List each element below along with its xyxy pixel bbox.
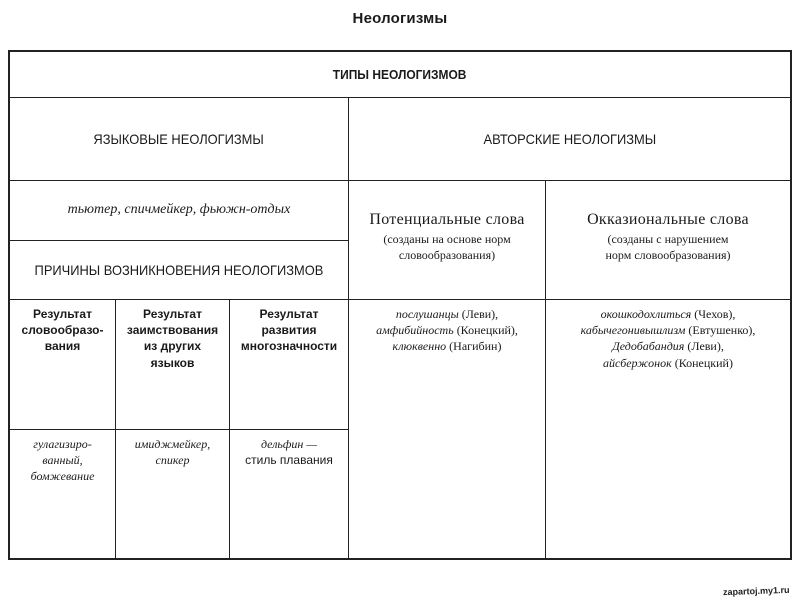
example-line: спикер — [155, 453, 190, 468]
example-line: стиль плавания — [245, 453, 333, 468]
example-line — [581, 322, 756, 338]
potential-examples — [349, 300, 545, 558]
header-line: словообразо- — [21, 323, 104, 338]
example-author: (Леви), — [687, 339, 724, 354]
language-neologisms-title: ЯЗЫКОВЫЕ НЕОЛОГИЗМЫ — [93, 130, 265, 147]
header-line: заимствования — [126, 323, 219, 338]
example-line: ванный, — [42, 453, 83, 468]
watermark: zapartoj.my1.ru — [723, 584, 791, 598]
header-line: развития — [261, 323, 317, 338]
header-line: языков — [150, 355, 195, 370]
occasional-examples — [546, 300, 790, 558]
header-line: многозначности — [240, 339, 338, 354]
author-neologisms-title: АВТОРСКИЕ НЕОЛОГИЗМЫ — [483, 130, 656, 147]
result-word-formation-header — [10, 300, 115, 429]
example-word: айсбержонок — [603, 355, 672, 370]
occasional-words-note-line: (созданы с нарушением — [607, 231, 729, 246]
example-line — [396, 306, 498, 322]
header-line: вания — [44, 339, 81, 354]
occasional-words-title: Окказиональные слова — [587, 211, 749, 228]
example-author: (Леви), — [461, 307, 499, 321]
header-line: Результат — [33, 307, 92, 321]
example-word: Дедобабандия — [612, 339, 685, 354]
header-line: Результат — [143, 307, 202, 321]
table-header-text: ТИПЫ НЕОЛОГИЗМОВ — [333, 66, 467, 82]
example-line: дельфин — — [260, 437, 318, 451]
causes-cell — [10, 241, 348, 299]
language-examples-cell — [10, 181, 348, 240]
language-examples: тьютер, спичмейкер, фьюжн-отдых — [67, 202, 291, 218]
example-line — [376, 322, 518, 338]
example-word: кабычегонивышлизм — [580, 323, 686, 338]
polysemy-examples — [230, 430, 348, 558]
example-line: бомжевание — [30, 469, 95, 484]
example-line — [601, 306, 736, 322]
borrowing-examples — [116, 430, 229, 558]
example-author: (Евтушенко), — [688, 323, 756, 338]
example-author: (Нагибин) — [449, 339, 502, 354]
language-neologisms-header — [10, 98, 348, 180]
example-word: клюквенно — [392, 339, 447, 354]
table-header — [10, 52, 790, 97]
example-author: (Конецкий), — [456, 323, 518, 338]
example-line — [393, 338, 502, 354]
potential-words-cell — [349, 181, 545, 299]
example-author: (Чехов), — [694, 307, 736, 321]
author-neologisms-header — [349, 98, 790, 180]
table-border-right — [790, 50, 792, 560]
example-line — [612, 338, 724, 354]
occasional-words-note-line: норм словообразования) — [605, 247, 731, 262]
example-line — [603, 355, 733, 371]
example-word: амфибийность — [376, 323, 454, 338]
header-line: из других — [143, 339, 202, 354]
example-word: послушанцы — [395, 307, 459, 321]
occasional-words-cell — [546, 181, 790, 299]
word-formation-examples — [10, 430, 115, 558]
potential-words-title: Потенциальные слова — [369, 211, 525, 228]
example-line: имиджмейкер, — [134, 437, 211, 451]
table-border-bottom — [8, 558, 792, 560]
example-word: окошкодохлиться — [600, 307, 692, 321]
example-line: гулагизиро- — [33, 437, 92, 451]
potential-words-note-line: словообразования) — [398, 247, 496, 262]
header-line: Результат — [259, 307, 319, 321]
potential-words-note-line: (созданы на основе норм — [383, 231, 511, 246]
result-borrowing-header — [116, 300, 229, 429]
example-author: (Конецкий) — [674, 355, 733, 370]
page-title: Неологизмы — [352, 10, 448, 27]
result-polysemy-header — [230, 300, 348, 429]
causes-title: ПРИЧИНЫ ВОЗНИКНОВЕНИЯ НЕОЛОГИЗМОВ — [34, 261, 324, 278]
